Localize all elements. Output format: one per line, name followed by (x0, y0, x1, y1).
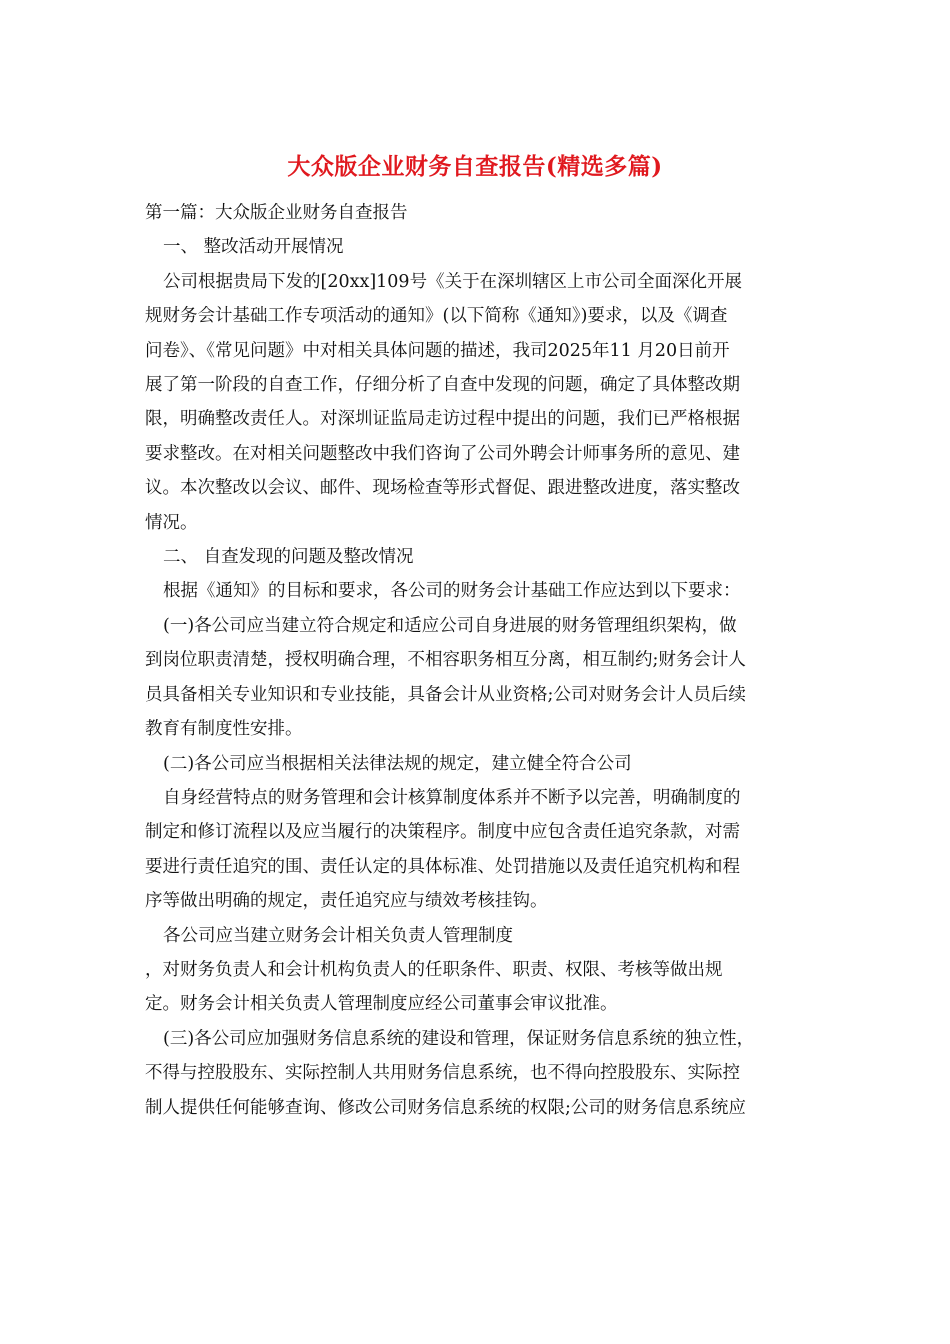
paragraph-line: 要进行责任追究的围、责任认定的具体标准、处罚措施以及责任追究机构和程 (145, 856, 740, 877)
paragraph-line: 规财务会计基础工作专项活动的通知》(以下简称《通知》)要求，以及《调查 (145, 306, 728, 327)
paragraph-line: 教育有制度性安排。 (145, 719, 303, 740)
paragraph-line: 问卷》、《常见问题》中对相关具体问题的描述，我司2025年11 月20日前开 (145, 340, 730, 361)
paragraph-line: 员具备相关专业知识和专业技能，具备会计从业资格;公司对财务会计人员后续 (145, 684, 746, 705)
paragraph-line: 自身经营特点的财务管理和会计核算制度体系并不断予以完善，明确制度的 (163, 787, 741, 808)
subsection-heading: 二、 自查发现的问题及整改情况 (163, 547, 414, 568)
paragraph-line: (一)各公司应当建立符合规定和适应公司自身进展的财务管理组织架构，做 (163, 615, 737, 636)
paragraph-line: 根据《通知》的目标和要求，各公司的财务会计基础工作应达到以下要求： (163, 581, 741, 602)
paragraph-line: 展了第一阶段的自查工作，仔细分析了自查中发现的问题，确定了具体整改期 (145, 375, 740, 396)
paragraph-line: 议。本次整改以会议、邮件、现场检查等形式督促、跟进整改进度，落实整改 (145, 478, 740, 499)
subsection-heading: 一、 整改活动开展情况 (163, 237, 344, 258)
paragraph-line: 限，明确整改责任人。对深圳证监局走访过程中提出的问题，我们已严格根据 (145, 409, 740, 430)
paragraph-line: 公司根据贵局下发的[20xx]109号《关于在深圳辖区上市公司全面深化开展 (163, 271, 743, 292)
section-heading: 第一篇：大众版企业财务自查报告 (145, 203, 408, 223)
paragraph-line: (三)各公司应加强财务信息系统的建设和管理，保证财务信息系统的独立性， (163, 1028, 755, 1049)
paragraph-line: 到岗位职责清楚，授权明确合理，不相容职务相互分离，相互制约;财务会计人 (145, 650, 746, 671)
document-page (145, 150, 805, 1125)
paragraph-line: 定。财务会计相关负责人管理制度应经公司董事会审议批准。 (145, 994, 618, 1015)
paragraph-line: (二)各公司应当根据相关法律法规的规定，建立健全符合公司 (163, 753, 632, 774)
paragraph-line: 情况。 (145, 512, 198, 533)
paragraph-line: 序等做出明确的规定，责任追究应与绩效考核挂钩。 (145, 891, 548, 912)
paragraph-line: 各公司应当建立财务会计相关负责人管理制度 (163, 925, 513, 946)
paragraph-line: 要求整改。在对相关问题整改中我们咨询了公司外聘会计师事务所的意见、建 (145, 443, 740, 464)
paragraph-line: ，对财务负责人和会计机构负责人的任职条件、职责、权限、考核等做出规 (145, 959, 723, 980)
document-title: 大众版企业财务自查报告(精选多篇) (287, 153, 663, 180)
paragraph-line: 制人提供任何能够查询、修改公司财务信息系统的权限;公司的财务信息系统应 (145, 1097, 746, 1118)
paragraph-line: 不得与控股股东、实际控制人共用财务信息系统，也不得向控股股东、实际控 (145, 1063, 740, 1084)
paragraph-line: 制定和修订流程以及应当履行的决策程序。制度中应包含责任追究条款，对需 (145, 822, 740, 843)
